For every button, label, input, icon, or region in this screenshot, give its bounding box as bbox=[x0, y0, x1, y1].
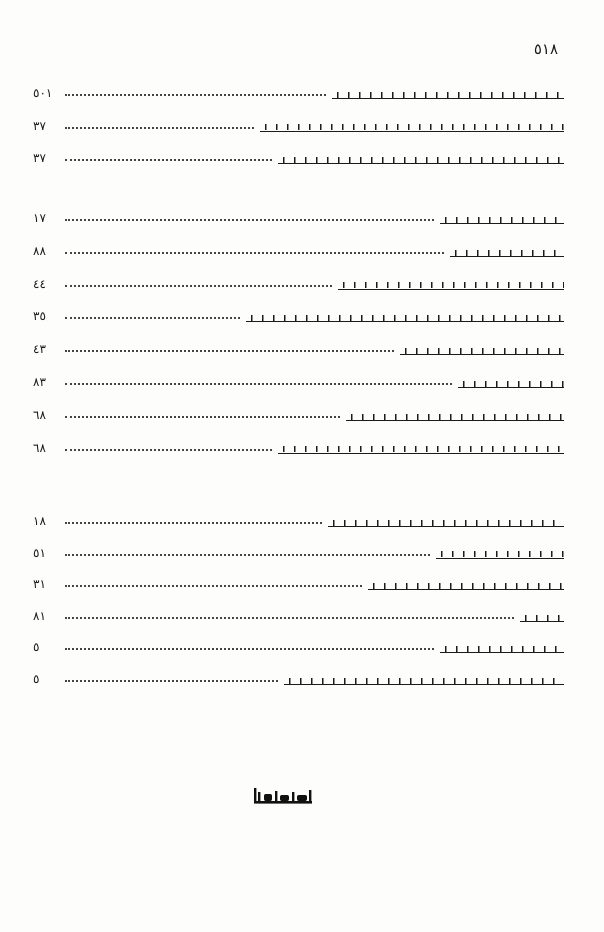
toc-page-number: ١٧ bbox=[33, 211, 46, 225]
toc-entry bbox=[33, 302, 564, 324]
toc-title bbox=[260, 118, 564, 134]
toc-title-script bbox=[284, 675, 564, 685]
toc-entry bbox=[33, 570, 564, 592]
toc-title-script bbox=[368, 580, 564, 590]
toc-title bbox=[436, 545, 564, 561]
toc-title-script bbox=[278, 154, 564, 164]
dot-leader bbox=[65, 554, 430, 556]
toc-page-number: ٣٧ bbox=[33, 118, 46, 133]
dot-leader bbox=[65, 219, 434, 221]
toc-title bbox=[278, 440, 564, 456]
toc-title bbox=[458, 374, 564, 390]
toc-entry bbox=[33, 434, 564, 456]
toc-page-number: ٦٨ bbox=[33, 407, 46, 422]
toc-entry bbox=[33, 368, 564, 390]
toc-page-number: ٣٥ bbox=[33, 309, 46, 324]
toc-title bbox=[520, 608, 564, 624]
dot-leader bbox=[65, 585, 362, 587]
dot-leader bbox=[65, 350, 394, 352]
toc-title bbox=[284, 671, 564, 687]
toc-entry bbox=[33, 665, 564, 687]
toc-entry bbox=[33, 507, 564, 529]
toc-title-script bbox=[436, 549, 564, 559]
dot-leader bbox=[65, 317, 240, 319]
dot-leader bbox=[65, 416, 340, 418]
toc-title-script bbox=[246, 312, 564, 322]
toc-title bbox=[440, 210, 564, 226]
toc-title bbox=[338, 276, 564, 292]
toc-title-script bbox=[338, 280, 564, 290]
toc-page-number: ٦٨ bbox=[33, 440, 46, 455]
toc-entry bbox=[33, 335, 564, 357]
toc-title-script bbox=[440, 214, 564, 224]
page-number: ٥١٨ bbox=[533, 40, 558, 58]
toc-title-script bbox=[458, 378, 564, 388]
toc-title bbox=[246, 308, 564, 324]
toc-page-number: ٨٨ bbox=[33, 243, 46, 258]
toc-title bbox=[278, 150, 564, 166]
toc-title-script bbox=[450, 247, 564, 257]
dot-leader bbox=[65, 680, 278, 682]
toc-page-number: ٨١ bbox=[33, 608, 46, 623]
toc-title bbox=[332, 85, 564, 101]
toc-title-script bbox=[400, 345, 564, 355]
toc-title bbox=[440, 639, 564, 655]
toc-title-script bbox=[328, 517, 564, 527]
publisher-logo-mark bbox=[252, 786, 316, 806]
toc-title bbox=[346, 407, 564, 423]
toc-entry bbox=[33, 401, 564, 423]
dot-leader bbox=[65, 94, 326, 96]
toc-page-number: ٥ bbox=[33, 672, 40, 686]
toc-page-number: ٤٣ bbox=[33, 342, 46, 357]
toc-title-script bbox=[332, 89, 564, 99]
dot-leader bbox=[65, 127, 254, 129]
toc-page-number: ٥٠١ bbox=[33, 86, 53, 100]
dot-leader bbox=[65, 383, 452, 385]
publisher-logo bbox=[252, 786, 316, 806]
toc-entry bbox=[33, 112, 564, 134]
dot-leader bbox=[65, 648, 434, 650]
toc-title bbox=[328, 513, 564, 529]
toc-entry bbox=[33, 144, 564, 166]
dot-leader bbox=[65, 617, 514, 619]
dot-leader bbox=[65, 449, 272, 451]
dot-leader bbox=[65, 522, 322, 524]
toc-entry bbox=[33, 79, 564, 101]
toc-entry bbox=[33, 270, 564, 292]
dot-leader bbox=[65, 285, 332, 287]
toc-page-number: ٨٣ bbox=[33, 375, 46, 389]
dot-leader bbox=[65, 159, 272, 161]
toc-title-script bbox=[346, 411, 564, 421]
toc-title-script bbox=[260, 122, 564, 132]
toc-title bbox=[450, 243, 564, 259]
toc-page-number: ٥ bbox=[33, 640, 40, 655]
toc-page-number: ٤٤ bbox=[33, 276, 46, 291]
toc-entry bbox=[33, 204, 564, 226]
toc-title-script bbox=[278, 444, 564, 454]
toc-title bbox=[368, 576, 564, 592]
toc-entry bbox=[33, 602, 564, 624]
toc-title-script bbox=[440, 643, 564, 653]
toc-page-number: ١٨ bbox=[33, 514, 46, 528]
toc-title bbox=[400, 341, 564, 357]
toc-entry bbox=[33, 539, 564, 561]
toc-entry bbox=[33, 633, 564, 655]
toc-page-number: ٣١ bbox=[33, 577, 46, 592]
dot-leader bbox=[65, 252, 444, 254]
toc-page-number: ٥١ bbox=[33, 545, 46, 560]
toc-entry bbox=[33, 237, 564, 259]
toc-title-script bbox=[520, 612, 564, 622]
toc-page-number: ٣٧ bbox=[33, 151, 46, 165]
